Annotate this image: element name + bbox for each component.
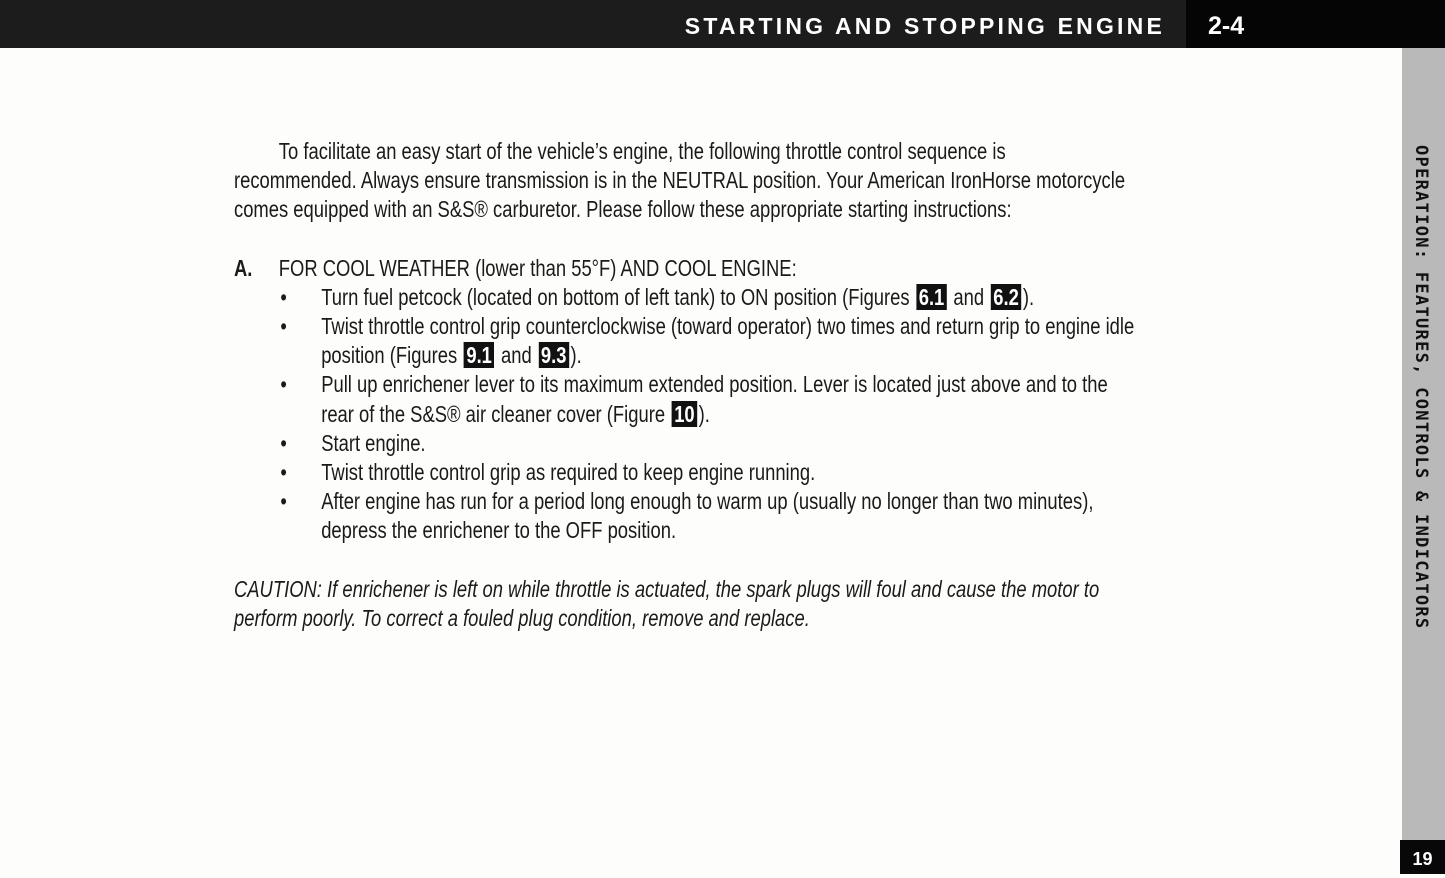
section-number: 2-4 [1208, 12, 1245, 40]
figure-ref: 10 [672, 401, 697, 427]
item-text: ). [698, 400, 710, 427]
figure-ref: 9.3 [538, 342, 568, 368]
section-letter: A. [234, 254, 253, 281]
list-item-cont: depress the enrichener to the OFF position. [321, 517, 677, 544]
intro-line: recommended. Always ensure transmission is in the NEUTRAL position. Your American IronHorse motorcycle [234, 167, 1126, 194]
caution-text: perform poorly. To correct a fouled plug condition, remove and replace. [234, 604, 810, 631]
section-heading [234, 254, 1154, 283]
list-item-cont [234, 400, 1154, 429]
bullet: • [280, 488, 287, 515]
page-body [234, 137, 1154, 633]
bullet: • [280, 313, 287, 340]
header-title: STARTING AND STOPPING ENGINE [684, 13, 1165, 39]
list-item [234, 487, 1154, 516]
page-header [0, 0, 1445, 48]
item-text: ). [1022, 283, 1035, 310]
list-item [234, 429, 1154, 458]
section-heading-text: FOR COOL WEATHER (lower than 55°F) AND COOL ENGINE: [278, 254, 797, 281]
item-text: Start engine. [321, 429, 426, 456]
page-number: 19 [1400, 840, 1445, 874]
bullet: • [280, 283, 287, 310]
list-item-cont [234, 341, 1154, 370]
item-text: After engine has run for a period long enough to warm up (usually no longer than two minutes), [321, 488, 1094, 515]
list-item [234, 370, 1154, 399]
item-text: Twist throttle control grip as required to keep engine running. [321, 459, 816, 486]
item-text: Turn fuel petcock (located on bottom of left tank) to ON position (Figures [321, 283, 910, 310]
caution-text: CAUTION: If enrichener is left on while throttle is actuated, the spark plugs will foul and cause the motor to [234, 575, 1100, 602]
intro-line: comes equipped with an S&S® carburetor. Please follow these appropriate starting instructions: [234, 196, 1012, 223]
bullet: • [280, 371, 287, 398]
figure-ref: 6.2 [991, 284, 1021, 310]
item-text: ). [570, 342, 582, 369]
side-tab-label: OPERATION: FEATURES, CONTROLS & INDICATORS [1411, 145, 1431, 630]
item-text: and [953, 283, 985, 310]
item-text: rear of the S&S® air cleaner cover (Figure [321, 400, 666, 427]
list-item [234, 458, 1154, 487]
bullet: • [280, 459, 287, 486]
item-text: Pull up enrichener lever to its maximum extended position. Lever is located just above and to the [321, 371, 1108, 398]
item-text: position (Figures [321, 342, 458, 369]
item-text: and [501, 342, 532, 369]
bullet: • [280, 429, 287, 456]
figure-ref: 9.1 [464, 342, 494, 368]
list-item [234, 283, 1154, 312]
item-text: Twist throttle control grip counterclockwise (toward operator) two times and return grip to engine idle [321, 313, 1135, 340]
intro-line: To facilitate an easy start of the vehicle’s engine, the following throttle control sequence is [278, 138, 1006, 164]
list-item [234, 312, 1154, 341]
figure-ref: 6.1 [916, 284, 946, 310]
